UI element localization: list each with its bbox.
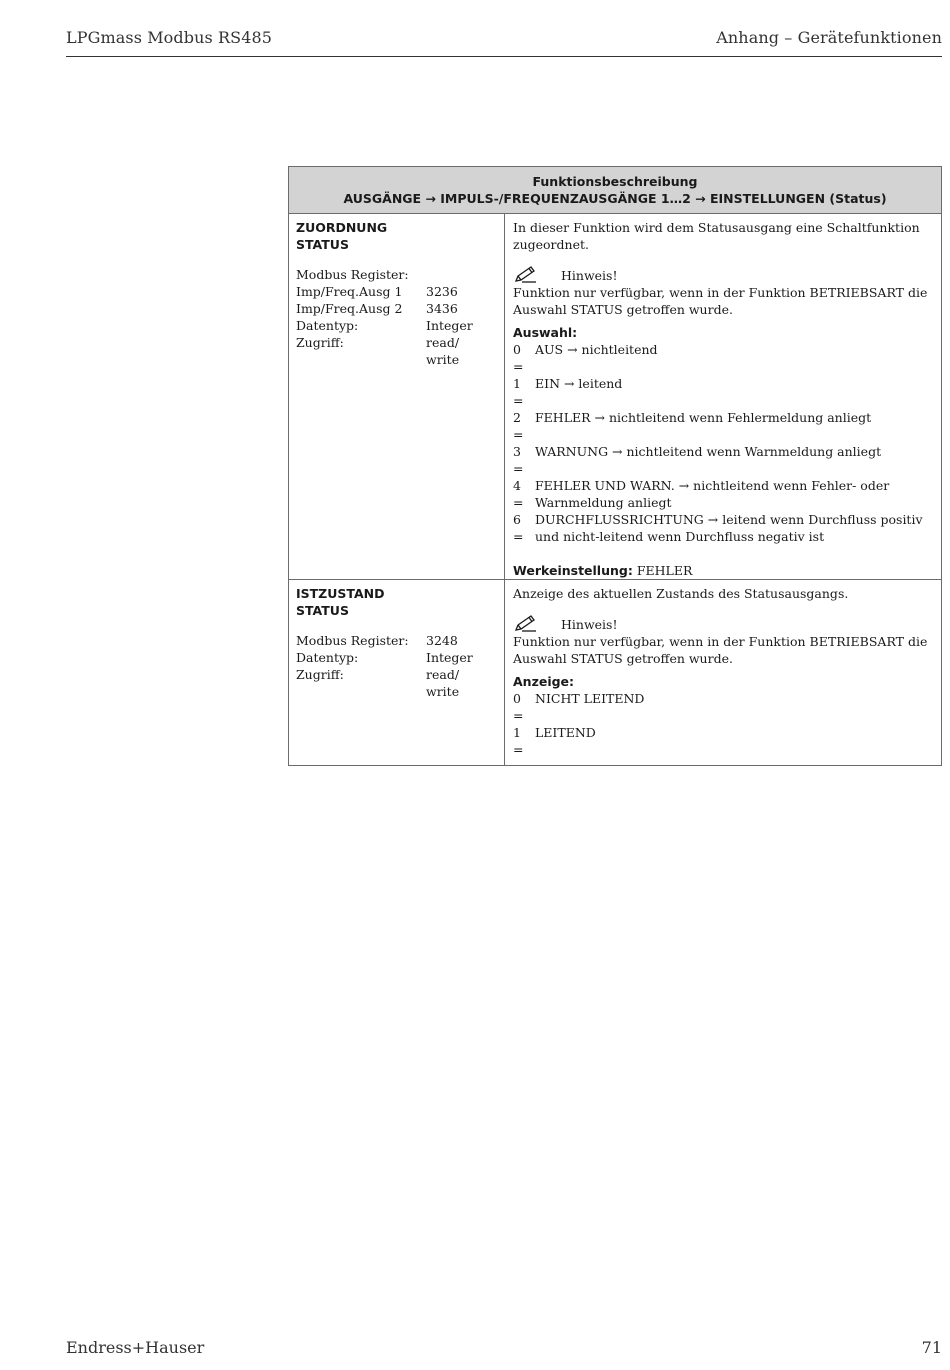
register-key [296, 351, 426, 368]
register-key: Modbus Register: [296, 633, 409, 648]
footer-brand: Endress+Hauser [66, 1338, 205, 1357]
option-number: 0 = [513, 691, 524, 723]
options-list [513, 341, 934, 545]
register-key: Imp/Freq.Ausg 2 [296, 301, 403, 316]
register-row [296, 266, 497, 283]
option-text: WARNUNG → nichtleitend wenn Warnmeldung anliegt [535, 444, 882, 459]
option-text: FEHLER → nichtleitend wenn Fehlermeldung anliegt [535, 410, 872, 425]
function-name-line: ISTZUSTAND [296, 586, 385, 601]
note-label: Hinweis! [561, 268, 618, 283]
function-intro: In dieser Funktion wird dem Statusausgang eine Schaltfunktion zugeordnet. [513, 220, 920, 252]
table-row [289, 214, 942, 580]
options-heading: Anzeige: [513, 674, 575, 689]
description-cell [505, 214, 942, 580]
function-name [296, 219, 497, 253]
table-header [289, 167, 942, 214]
option-item [513, 511, 934, 545]
register-value: 3436 [426, 301, 458, 316]
register-info [296, 266, 497, 368]
register-key: Datentyp: [296, 650, 359, 665]
option-item [513, 375, 934, 409]
options-list [513, 690, 934, 758]
option-text: EIN → leitend [535, 376, 623, 391]
header-rule [66, 56, 942, 57]
option-number: 1 = [513, 376, 524, 408]
register-row [296, 351, 497, 368]
description-cell [505, 580, 942, 766]
register-value: 3236 [426, 284, 458, 299]
note-header [513, 266, 934, 284]
option-number: 1 = [513, 725, 524, 757]
option-text: LEITEND [535, 725, 596, 740]
option-item [513, 341, 934, 375]
register-row [296, 649, 497, 666]
register-value: write [426, 684, 460, 699]
register-row [296, 666, 497, 683]
header-title: LPGmass Modbus RS485 [66, 28, 273, 47]
function-cell [289, 580, 505, 766]
header-section: Anhang – Gerätefunktionen [716, 28, 942, 47]
register-row [296, 683, 497, 700]
note-label: Hinweis! [561, 617, 618, 632]
table-row [289, 580, 942, 766]
default-label: Werkeinstellung: [513, 563, 633, 578]
function-name-line: ZUORDNUNG [296, 220, 388, 235]
option-item [513, 443, 934, 477]
function-intro: Anzeige des aktuellen Zustands des Statusausgangs. [513, 586, 849, 601]
register-key: Zugriff: [296, 667, 344, 682]
option-number: 0 = [513, 342, 524, 374]
option-text: AUS → nichtleitend [535, 342, 658, 357]
table-path: AUSGÄNGE → IMPULS-/FREQUENZAUSGÄNGE 1…2 → EINSTELLUNGEN (Status) [343, 191, 887, 206]
function-name-line: STATUS [296, 237, 349, 252]
register-key: Modbus Register: [296, 267, 409, 282]
note-header [513, 615, 934, 633]
function-cell [289, 214, 505, 580]
option-item [513, 690, 934, 724]
register-info [296, 632, 497, 700]
register-value: read/ [426, 335, 460, 350]
options-heading: Auswahl: [513, 325, 578, 340]
page-number: 71 [921, 1338, 942, 1357]
register-value: Integer [426, 318, 473, 333]
option-number: 4 = [513, 478, 524, 510]
register-value: Integer [426, 650, 473, 665]
option-item [513, 477, 934, 511]
option-text: FEHLER UND WARN. → nichtleitend wenn Fehler- oder Warnmeldung anliegt [535, 478, 890, 510]
option-text: NICHT LEITEND [535, 691, 645, 706]
pencil-note-icon [513, 266, 561, 284]
note-text: Funktion nur verfügbar, wenn in der Funktion BETRIEBSART die Auswahl STATUS getroffen wurde. [513, 285, 928, 317]
function-table [288, 166, 942, 766]
option-item [513, 724, 934, 758]
register-row [296, 300, 497, 317]
option-number: 3 = [513, 444, 524, 476]
register-key: Zugriff: [296, 335, 344, 350]
table-title: Funktionsbeschreibung [532, 174, 698, 189]
register-row [296, 283, 497, 300]
option-item [513, 409, 934, 443]
note-text: Funktion nur verfügbar, wenn in der Funktion BETRIEBSART die Auswahl STATUS getroffen wurde. [513, 634, 928, 666]
register-row [296, 317, 497, 334]
register-value: write [426, 352, 460, 367]
default-value: FEHLER [636, 563, 693, 578]
pencil-note-icon [513, 615, 561, 633]
default-setting [513, 562, 934, 579]
option-text: DURCHFLUSSRICHTUNG → leitend wenn Durchfluss positiv und nicht-leitend wenn Durchfluss negativ ist [535, 512, 923, 544]
register-value: 3248 [426, 633, 458, 648]
function-name-line: STATUS [296, 603, 349, 618]
option-number: 6 = [513, 512, 524, 544]
register-row [296, 334, 497, 351]
register-key: Imp/Freq.Ausg 1 [296, 284, 403, 299]
register-key [296, 683, 426, 700]
register-key: Datentyp: [296, 318, 359, 333]
register-value: read/ [426, 667, 460, 682]
function-name [296, 585, 497, 619]
register-row [296, 632, 497, 649]
option-number: 2 = [513, 410, 524, 442]
